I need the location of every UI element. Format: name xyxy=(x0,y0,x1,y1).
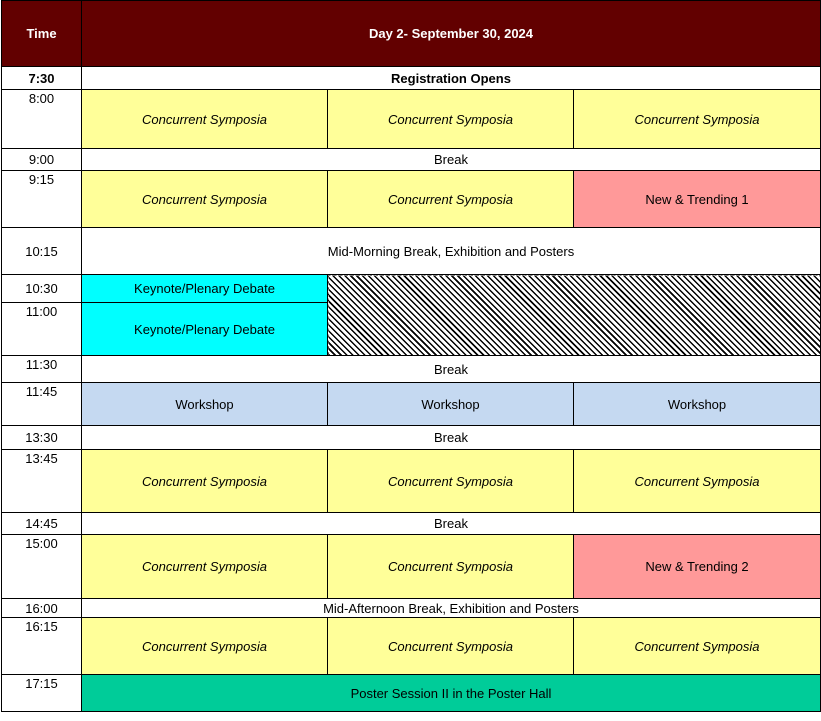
table-row xyxy=(2,171,821,228)
session-cell: Concurrent Symposia xyxy=(328,450,574,513)
session-cell: Concurrent Symposia xyxy=(82,90,328,149)
day-title: Day 2- September 30, 2024 xyxy=(82,1,821,67)
session-cell: Concurrent Symposia xyxy=(328,90,574,149)
time-cell: 11:45 xyxy=(2,383,82,426)
time-cell: 10:15 xyxy=(2,228,82,275)
table-row xyxy=(2,383,821,426)
time-cell: 15:00 xyxy=(2,535,82,599)
break-cell: Break xyxy=(82,426,821,450)
session-cell: Concurrent Symposia xyxy=(82,171,328,228)
time-cell: 13:30 xyxy=(2,426,82,450)
workshop-cell: Workshop xyxy=(328,383,574,426)
time-cell: 7:30 xyxy=(2,67,82,90)
schedule-table xyxy=(1,0,821,712)
table-row xyxy=(2,535,821,599)
time-cell: 14:45 xyxy=(2,513,82,535)
session-cell: Concurrent Symposia xyxy=(82,618,328,675)
table-row xyxy=(2,618,821,675)
registration-cell: Registration Opens xyxy=(82,67,821,90)
table-row xyxy=(2,228,821,275)
exhibition-break-cell: Mid-Afternoon Break, Exhibition and Posters xyxy=(82,599,821,618)
exhibition-break-cell: Mid-Morning Break, Exhibition and Posters xyxy=(82,228,821,275)
break-cell: Break xyxy=(82,513,821,535)
header-row xyxy=(2,1,821,67)
trending-session-cell: New & Trending 2 xyxy=(574,535,821,599)
time-cell: 13:45 xyxy=(2,450,82,513)
session-cell: Concurrent Symposia xyxy=(328,535,574,599)
time-cell: 9:15 xyxy=(2,171,82,228)
table-row xyxy=(2,675,821,712)
table-row xyxy=(2,426,821,450)
session-cell: Concurrent Symposia xyxy=(574,90,821,149)
keynote-cell: Keynote/Plenary Debate xyxy=(82,275,328,303)
time-cell: 11:30 xyxy=(2,356,82,383)
time-column-header: Time xyxy=(2,1,82,67)
session-cell: Concurrent Symposia xyxy=(574,450,821,513)
time-cell: 8:00 xyxy=(2,90,82,149)
session-cell: Concurrent Symposia xyxy=(328,618,574,675)
unavailable-hatched-area xyxy=(328,275,821,356)
time-cell: 11:00 xyxy=(2,303,82,356)
break-cell: Break xyxy=(82,149,821,171)
table-row xyxy=(2,90,821,149)
session-cell: Concurrent Symposia xyxy=(82,450,328,513)
time-cell: 16:00 xyxy=(2,599,82,618)
time-cell: 9:00 xyxy=(2,149,82,171)
session-cell: Concurrent Symposia xyxy=(82,535,328,599)
poster-session-cell: Poster Session II in the Poster Hall xyxy=(82,675,821,712)
session-cell: Concurrent Symposia xyxy=(328,171,574,228)
table-row xyxy=(2,275,821,303)
table-row xyxy=(2,67,821,90)
workshop-cell: Workshop xyxy=(574,383,821,426)
time-cell: 10:30 xyxy=(2,275,82,303)
table-row xyxy=(2,513,821,535)
workshop-cell: Workshop xyxy=(82,383,328,426)
trending-session-cell: New & Trending 1 xyxy=(574,171,821,228)
session-cell: Concurrent Symposia xyxy=(574,618,821,675)
table-row xyxy=(2,450,821,513)
keynote-cell: Keynote/Plenary Debate xyxy=(82,303,328,356)
time-cell: 17:15 xyxy=(2,675,82,712)
time-cell: 16:15 xyxy=(2,618,82,675)
table-row xyxy=(2,149,821,171)
break-cell: Break xyxy=(82,356,821,383)
table-row xyxy=(2,356,821,383)
table-row xyxy=(2,599,821,618)
